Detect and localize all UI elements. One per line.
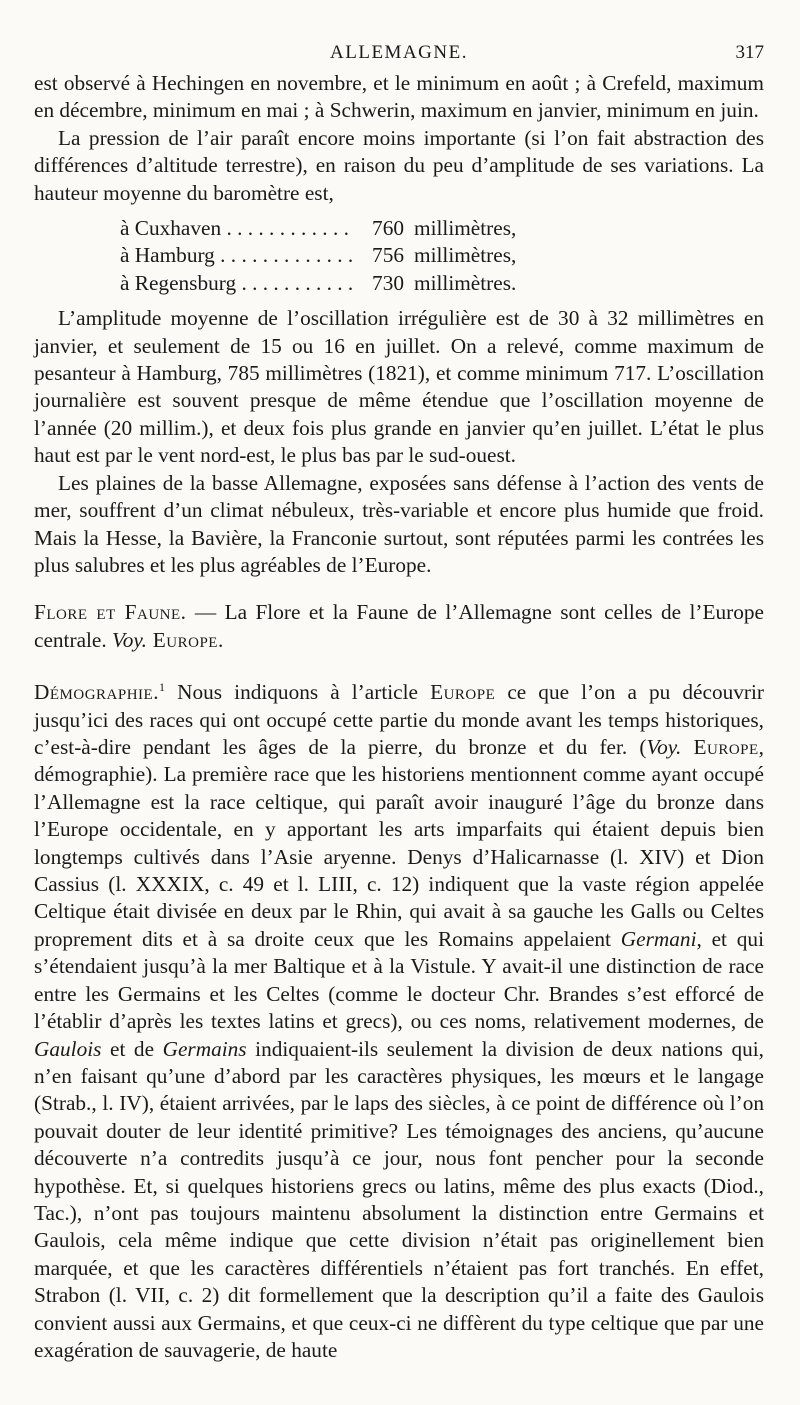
demo-text: , démographie). La première race que les historiens mentionnent comme ayant occupé l’Allemagne est la race celtique, qui paraît avoir inauguré l’âge du bronze dans l’Europe occidentale, en y apportant les arts imparfaits qui étaient depuis bien longtemps cultivés dans l’Asie aryenne. Denys d’Halicarnasse (l. XIV) et Dion Cassius (l. XXXIX, c. 49 et l. LIII, c. 12) indiquent que la vaste région appelée Celtique était divisée en deux par le Rhin, qui avait à sa gauche les Galls ou Celtes proprement dits et à sa droite ceux que les Romains appelaient: [34, 735, 764, 951]
page: [34, 40, 764, 1364]
demo-text: Nous indiquons à l’article: [165, 680, 431, 705]
barometer-unit: millimètres,: [414, 243, 517, 268]
page-header: [34, 40, 764, 70]
demo-text: indiquaient-ils seulement la division de deux nations qui, n’en faisant qu’une d’abord par les caractères physiques, les mœurs et le langage (Strab., l. IV), étaient arrivées, par le laps des siècles, à ce point de différence où l’on pouvait douter de leur identité primitive? Les témoignages des anciens, qu’aucune découverte n’a contredits jusqu’à ce jour, nous font pencher pour la seconde hypothèse. Et, si quelques historiens grecs ou latins, même des plus exacts (Diod., Tac.), n’ont pas toujours maintenu absolument la distinction entre Germains et Gaulois, cela même indique que cette division n’était pas originellement bien marquée, et que les caractères différentiels n’étaient pas fort tranchés. En effet, Strabon (l. VII, c. 2) dit formellement que la description qu’il a faite des Gaulois convient aussi aux Germains, et que ceux-ci ne diffèrent du type celtique que par une exagération de sauvagerie, de haute: [34, 1036, 764, 1362]
section-demographie: [34, 674, 764, 1364]
voy-ref: Voy.: [112, 627, 147, 652]
running-title: ALLEMAGNE.: [330, 42, 468, 63]
barometer-value: 756: [372, 243, 404, 268]
barometer-place: à Cuxhaven . . .: [120, 215, 354, 242]
barometer-row: [120, 215, 764, 242]
paragraph-temperature: est observé à Hechingen en novembre, et le minimum en août ; à Crefeld, maximum en décembre, minimum en mai ; à Schwerin, maximum en janvier, minimum en juin.: [34, 71, 764, 123]
barometer-place: à Regensburg . . .: [120, 270, 354, 297]
demo-text: [681, 735, 693, 759]
barometer-value: 760: [372, 216, 404, 241]
page-number: 317: [735, 42, 764, 63]
paragraph-oscillation: L’amplitude moyenne de l’oscillation irrégulière est de 30 à 32 millimètres en janvier, et seulement de 15 ou 16 en juillet. On a relevé, comme maximum de pesanteur à Hamburg, 785 millimètres (1821), et comme minimum 717. L’oscillation journalière est souvent presque de même étendue que l’oscillation moyenne de l’année (20 millim.), et deux fois plus grande en janvier qu’en juillet. L’état le plus haut est par le vent nord-est, le plus bas par le sud-ouest.: [34, 306, 764, 468]
demo-text: , et qui s’étendaient jusqu’à la mer Baltique et à la Vistule. Y avait-il une distinction de race entre les Germains et les Celtes (comme le docteur Chr. Brandes s’est efforcé de l’établir d’après les textes latins et grecs), ou ces noms, relativement modernes, de: [34, 926, 764, 1034]
demo-text: et de: [101, 1036, 163, 1061]
demo-text: ce que l’on a pu découvrir jusqu’ici des races qui ont occupé cette partie du monde avant les temps historiques, c’est-à-dire pendant les âges de la pierre, du bronze et du fer. (: [34, 680, 764, 760]
barometer-unit: millimètres.: [414, 270, 517, 295]
section-heading-demographie: Démographie.: [34, 680, 160, 705]
section-heading-flore: Flore et Faune.: [34, 600, 187, 625]
barometer-row: [120, 242, 764, 269]
footnote-mark: 1: [159, 680, 166, 695]
voy-ref: Voy.: [646, 735, 682, 760]
flore-text: — La Flore et la Faune de l’Allemagne sont celles de l’Europe centrale.: [34, 600, 764, 652]
barometer-list: [120, 215, 764, 297]
section-flore-faune: [34, 599, 764, 654]
europe-ref: Europe.: [146, 627, 224, 652]
term-germains: Germains: [162, 1036, 247, 1061]
barometer-value: 730: [372, 270, 404, 295]
term-germani: Germani: [620, 926, 697, 951]
europe-ref: Europe: [693, 735, 759, 760]
europe-ref: Europe: [430, 680, 496, 705]
paragraph-pressure: La pression de l’air paraît encore moins importante (si l’on fait abstraction des différences d’altitude terrestre), en raison du peu d’amplitude de ses variations. La hauteur moyenne du baromètre est,: [34, 125, 764, 205]
term-gaulois: Gaulois: [34, 1036, 102, 1061]
barometer-place: à Hamburg . . .: [120, 242, 354, 269]
barometer-row: [120, 270, 764, 297]
barometer-unit: millimètres,: [414, 216, 517, 241]
paragraph-climate: Les plaines de la basse Allemagne, exposées sans défense à l’action des vents de mer, souffrent d’un climat nébuleux, très-variable et encore plus humide que froid. Mais la Hesse, la Bavière, la Franconie surtout, sont réputées parmi les contrées les plus salubres et les plus agréables de l’Europe.: [34, 470, 764, 577]
